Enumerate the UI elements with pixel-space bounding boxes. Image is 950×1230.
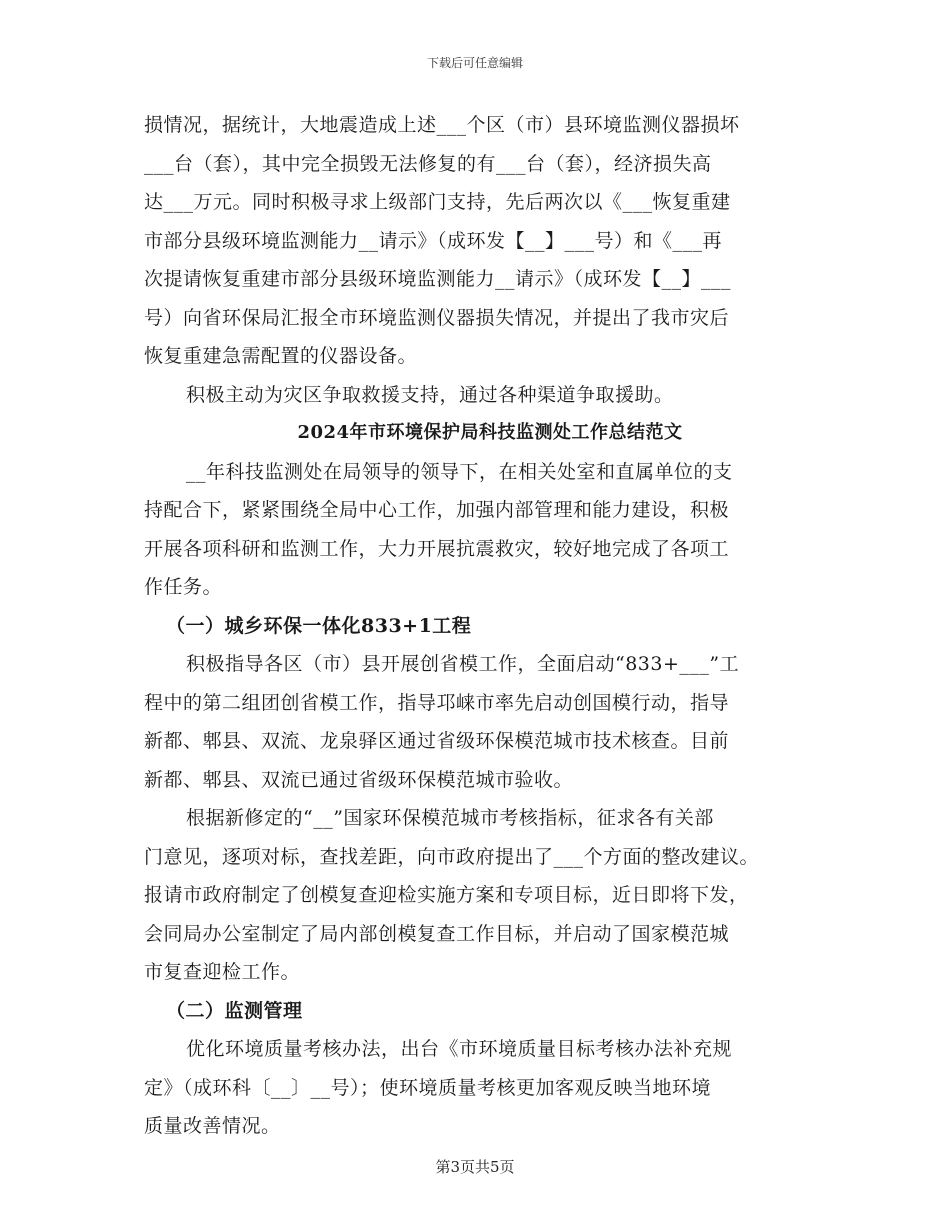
body-line: 优化环境质量考核办法，出台《市环境质量目标考核办法补充规 bbox=[186, 1038, 733, 1060]
document-body bbox=[144, 106, 816, 1146]
body-line: 市部分县级环境监测能力__请示》（成环发【__】___号）和《___再 bbox=[144, 229, 723, 252]
body-line: 定》（成环科〔__〕__号）；使环境质量考核更加客观反映当地环境 bbox=[144, 1076, 712, 1099]
body-line: 根据新修定的“__”国家环保模范城市考核指标，征求各有关部 bbox=[186, 807, 714, 829]
body-line: __年科技监测处在局领导的领导下，在相关处室和直属单位的支 bbox=[186, 460, 733, 483]
body-line: 达___万元。同时积极寻求上级部门支持，先后两次以《___恢复重建 bbox=[144, 191, 731, 213]
body-line: 程中的第二组团创省模工作，指导邛崃市率先启动创国模行动，指导 bbox=[144, 691, 730, 714]
body-line: 积极主动为灾区争取救援支持，通过各种渠道争取援助。 bbox=[186, 383, 674, 406]
section-heading: （一）城乡环保一体化833+1工程 bbox=[166, 614, 472, 637]
body-line: ___台（套），其中完全损毁无法修复的有___台（套），经济损失高 bbox=[144, 152, 712, 175]
document-title: 2024年市环境保护局科技监测处工作总结范文 bbox=[297, 422, 683, 443]
body-line: 质量改善情况。 bbox=[144, 1115, 281, 1137]
body-line: 开展各项科研和监测工作，大力开展抗震救灾，较好地完成了各项工 bbox=[144, 537, 730, 560]
body-line: 新都、郫县、双流已通过省级环保模范城市验收。 bbox=[144, 768, 574, 791]
page-header: 下载后可任意编辑 bbox=[426, 56, 523, 70]
body-line: 积极指导各区（市）县开展创省模工作，全面启动“833+___”工 bbox=[186, 653, 740, 675]
body-line: 市复查迎检工作。 bbox=[144, 961, 301, 983]
body-line: 会同局办公室制定了局内部创模复查工作目标，并启动了国家模范城 bbox=[144, 922, 730, 945]
body-line: 作任务。 bbox=[144, 576, 223, 598]
body-line: 持配合下，紧紧围绕全局中心工作，加强内部管理和能力建设，积极 bbox=[144, 499, 730, 521]
section-heading: （二）监测管理 bbox=[166, 999, 303, 1022]
body-line: 号）向省环保局汇报全市环境监测仪器损失情况，并提出了我市灾后 bbox=[144, 306, 730, 329]
body-line: 报请市政府制定了创模复查迎检实施方案和专项目标，近日即将下发， bbox=[144, 884, 749, 906]
body-line: 次提请恢复重建市部分县级环境监测能力__请示》（成环发【__】___ bbox=[144, 268, 732, 290]
body-line: 损情况，据统计，大地震造成上述___个区（市）县环境监测仪器损坏 bbox=[144, 114, 740, 136]
page-number: 第3页共5页 bbox=[435, 1158, 515, 1176]
body-line: 门意见，逐项对标，查找差距，向市政府提出了___个方面的整改建议。 bbox=[144, 845, 760, 868]
body-line: 恢复重建急需配置的仪器设备。 bbox=[144, 345, 418, 367]
body-line: 新都、郫县、双流、龙泉驿区通过省级环保模范城市技术核查。目前 bbox=[144, 730, 730, 752]
